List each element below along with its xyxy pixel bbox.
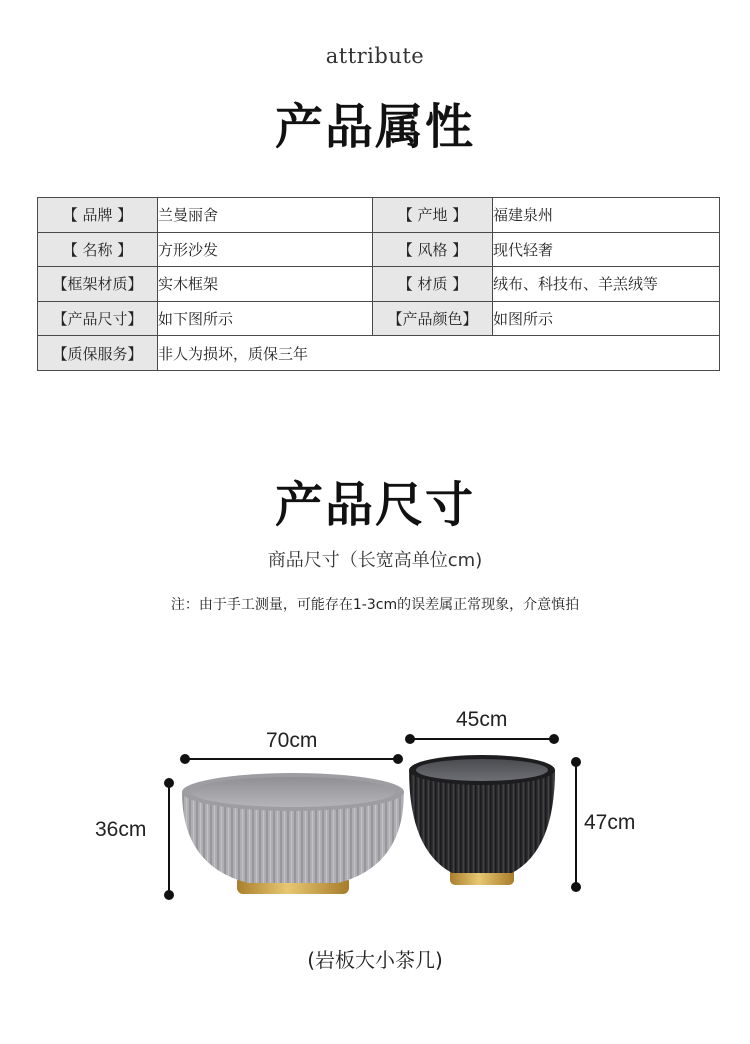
product-attributes-title: 产品属性 — [274, 99, 475, 155]
frame-material-label: 【框架材质】 — [38, 267, 158, 302]
large-width-label: 70cm — [266, 729, 318, 752]
name-label: 【 名称 】 — [38, 232, 158, 267]
small-width-label: 45cm — [456, 708, 508, 731]
small-height-label: 47cm — [584, 811, 636, 834]
table-row — [38, 301, 720, 336]
coffee-tables-illustration — [0, 690, 750, 930]
product-size-value: 如下图所示 — [158, 301, 373, 336]
measurement-note: 注：由于手工测量，可能存在1-3cm的误差属正常现象，介意慎拍 — [170, 597, 580, 613]
name-value: 方形沙发 — [158, 232, 373, 267]
brand-label: 【 品牌 】 — [38, 198, 158, 233]
product-size-label: 【产品尺寸】 — [38, 301, 158, 336]
small-coffee-table — [409, 755, 555, 885]
large-stone-top — [191, 777, 395, 807]
warranty-label: 【质保服务】 — [38, 336, 158, 371]
product-color-value: 如图所示 — [493, 301, 720, 336]
origin-label: 【 产地 】 — [373, 198, 493, 233]
table-row — [38, 267, 720, 302]
origin-value: 福建泉州 — [493, 198, 720, 233]
attributes-table — [37, 197, 720, 371]
material-label: 【 材质 】 — [373, 267, 493, 302]
style-label: 【 风格 】 — [373, 232, 493, 267]
size-unit-subtitle: 商品尺寸（长宽高单位cm) — [267, 550, 483, 571]
product-size-title: 产品尺寸 — [274, 477, 475, 533]
product-caption: (岩板大小茶几) — [307, 948, 443, 972]
large-coffee-table — [182, 773, 404, 894]
large-height-label: 36cm — [95, 818, 147, 841]
small-ribbed-body — [409, 770, 555, 873]
frame-material-value: 实木框架 — [158, 267, 373, 302]
product-color-label: 【产品颜色】 — [373, 301, 493, 336]
material-value: 绒布、科技布、羊羔绒等 — [493, 267, 720, 302]
brand-value: 兰曼丽舍 — [158, 198, 373, 233]
small-stone-top — [416, 759, 548, 781]
table-row — [38, 198, 720, 233]
warranty-value: 非人为损坏，质保三年 — [158, 336, 720, 371]
section-title-en: attribute — [325, 44, 425, 68]
style-value: 现代轻奢 — [493, 232, 720, 267]
table-row — [38, 232, 720, 267]
table-row — [38, 336, 720, 371]
